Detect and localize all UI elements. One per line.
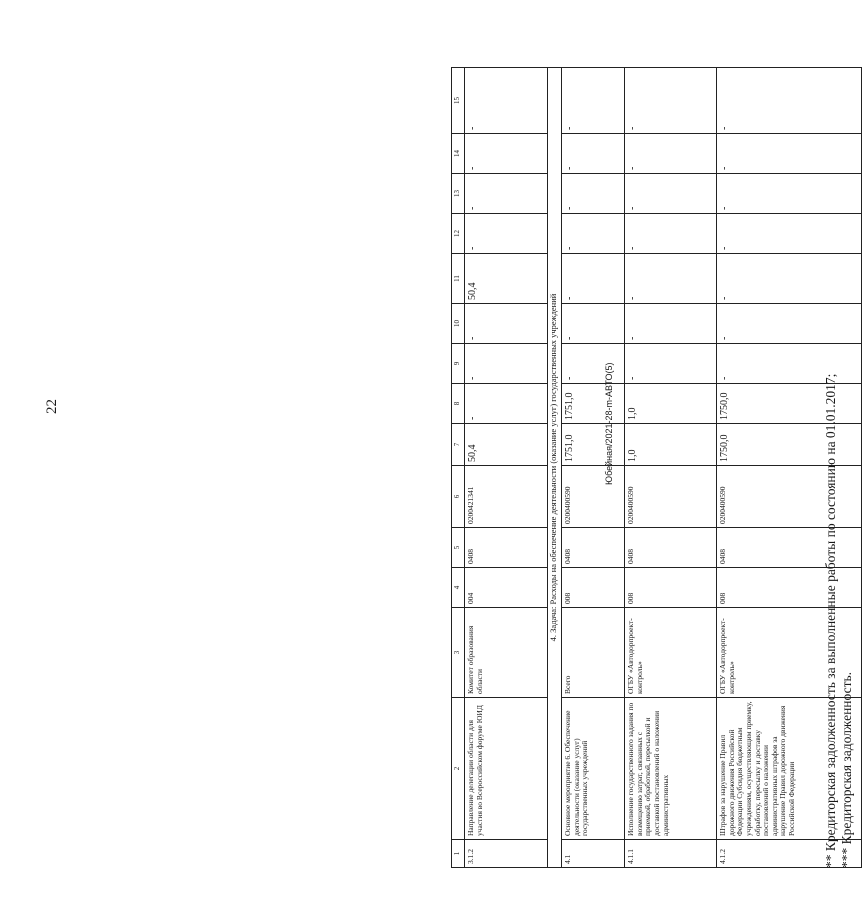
value-col-13: - bbox=[562, 174, 625, 214]
value-col-12: - bbox=[465, 214, 548, 254]
value-col-8: - bbox=[465, 384, 548, 424]
value-col-15: - bbox=[717, 68, 862, 134]
value-col-9: - bbox=[562, 344, 625, 384]
header-cell: 7 bbox=[452, 424, 465, 466]
total-value: 1750,0 bbox=[717, 424, 862, 466]
executor: Комитет образования области bbox=[465, 608, 548, 698]
header-row bbox=[452, 68, 465, 868]
budget-table bbox=[451, 67, 862, 868]
footnote-1: ** Кредиторская задолженность за выполненные работы по состоянию на 01.01.2017; bbox=[823, 373, 838, 868]
value-col-14: - bbox=[717, 134, 862, 174]
value-col-10: - bbox=[625, 304, 717, 344]
total-value: 1,0 bbox=[625, 424, 717, 466]
value-col-15: - bbox=[625, 68, 717, 134]
measure-name: Штрафов за нарушение Правил дорожного движения Российской Федерации Субсидия бюджетным учреждениям, осуществляющим приемку, обработку, пересылку и доставку постановлений о наложении административных штрафов за нарушение Правил дорожного движения Российской Федерации bbox=[717, 698, 862, 840]
header-cell: 8 bbox=[452, 384, 465, 424]
value-col-11: - bbox=[717, 254, 862, 304]
total-value: 1751,0 bbox=[562, 424, 625, 466]
section-code: 0408 bbox=[625, 528, 717, 568]
value-col-8: 1751,0 bbox=[562, 384, 625, 424]
header-cell: 10 bbox=[452, 304, 465, 344]
footnote-2: *** Кредиторская задолженность. bbox=[839, 671, 854, 868]
header-cell: 15 bbox=[452, 68, 465, 134]
value-col-13: - bbox=[717, 174, 862, 214]
target-code: 0200400590 bbox=[625, 466, 717, 528]
header-cell: 11 bbox=[452, 254, 465, 304]
task-row bbox=[548, 68, 562, 868]
value-col-9: - bbox=[625, 344, 717, 384]
value-col-12: - bbox=[562, 214, 625, 254]
header-cell: 1 bbox=[452, 840, 465, 868]
value-col-9: - bbox=[717, 344, 862, 384]
value-col-8: 1,0 bbox=[625, 384, 717, 424]
document-code: Юбейная/2021-28-m-АВТО(5) bbox=[604, 362, 614, 485]
row-number: 4.1.2 bbox=[717, 840, 862, 868]
value-col-10: - bbox=[465, 304, 548, 344]
ministry-code: 004 bbox=[465, 568, 548, 608]
header-cell: 6 bbox=[452, 466, 465, 528]
ministry-code: 008 bbox=[562, 568, 625, 608]
value-col-14: - bbox=[562, 134, 625, 174]
value-col-13: - bbox=[465, 174, 548, 214]
row-number: 4.1 bbox=[562, 840, 625, 868]
value-col-13: - bbox=[625, 174, 717, 214]
value-col-15: - bbox=[465, 68, 548, 134]
target-code: 0200400590 bbox=[717, 466, 862, 528]
target-code: 0200421341 bbox=[465, 466, 548, 528]
header-cell: 14 bbox=[452, 134, 465, 174]
value-col-12: - bbox=[717, 214, 862, 254]
rotated-table-area bbox=[451, 68, 854, 868]
table-row bbox=[562, 68, 625, 868]
value-col-10: - bbox=[717, 304, 862, 344]
value-col-14: - bbox=[465, 134, 548, 174]
value-col-15: - bbox=[562, 68, 625, 134]
section-code: 0408 bbox=[562, 528, 625, 568]
header-cell: 13 bbox=[452, 174, 465, 214]
value-col-11: 50,4 bbox=[465, 254, 548, 304]
header-cell: 5 bbox=[452, 528, 465, 568]
header-cell: 3 bbox=[452, 608, 465, 698]
value-col-11: - bbox=[625, 254, 717, 304]
task-title: 4. Задача: Расходы на обеспечение деятельности (оказание услуг) государственных учреждений bbox=[548, 68, 562, 868]
header-cell: 2 bbox=[452, 698, 465, 840]
row-number: 4.1.1 bbox=[625, 840, 717, 868]
executor: Всего bbox=[562, 608, 625, 698]
measure-name: Исполнение государственного задания по возмещению затрат, связанных с приемкой, обработкой, пересылкой и доставкой постановлений о наложении административных bbox=[625, 698, 717, 840]
header-cell: 9 bbox=[452, 344, 465, 384]
executor: ОГБУ «Автодорпроект-контроль» bbox=[717, 608, 862, 698]
row-number: 3.1.2 bbox=[465, 840, 548, 868]
value-col-8: 1750,0 bbox=[717, 384, 862, 424]
page-number: 22 bbox=[44, 399, 60, 414]
measure-name: Основное мероприятие 6. Обеспечение деятельности (оказание услуг) государственных учреждений bbox=[562, 698, 625, 840]
section-code: 0408 bbox=[465, 528, 548, 568]
header-cell: 4 bbox=[452, 568, 465, 608]
executor: ОГБУ «Автодорпроект-контроль» bbox=[625, 608, 717, 698]
table-row bbox=[625, 68, 717, 868]
section-code: 0408 bbox=[717, 528, 862, 568]
measure-name: Направление делегации области для участия во Всероссийском форуме ЮИД bbox=[465, 698, 548, 840]
target-code: 0200400590 bbox=[562, 466, 625, 528]
value-col-11: - bbox=[562, 254, 625, 304]
ministry-code: 008 bbox=[717, 568, 862, 608]
ministry-code: 008 bbox=[625, 568, 717, 608]
value-col-9: - bbox=[465, 344, 548, 384]
header-cell: 12 bbox=[452, 214, 465, 254]
total-value: 50,4 bbox=[465, 424, 548, 466]
value-col-12: - bbox=[625, 214, 717, 254]
table-row bbox=[465, 68, 548, 868]
value-col-14: - bbox=[625, 134, 717, 174]
value-col-10: - bbox=[562, 304, 625, 344]
